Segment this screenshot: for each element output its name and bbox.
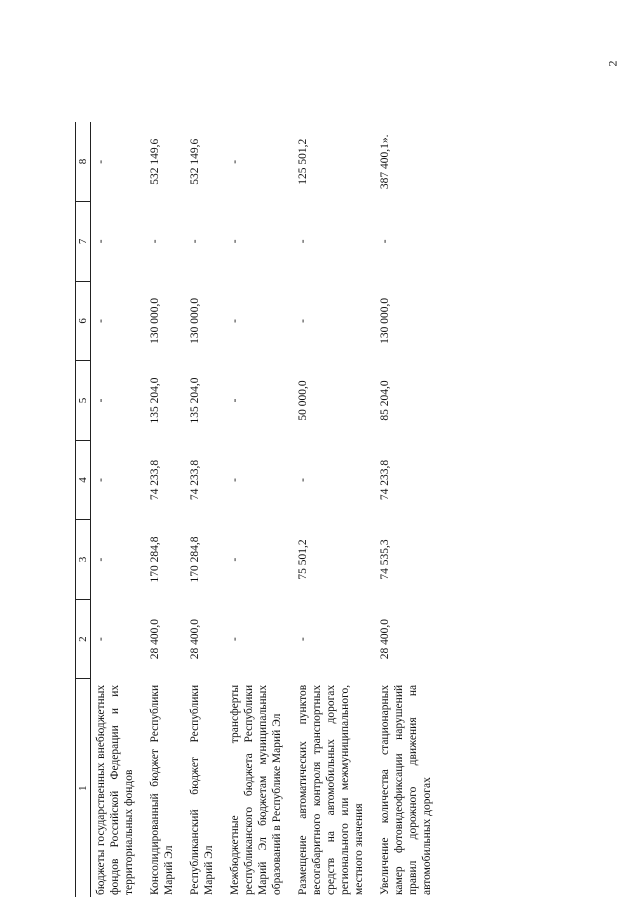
cell: 130 000,0 (189, 297, 201, 344)
cell: 74 233,8 (149, 459, 161, 501)
table-row (91, 122, 146, 897)
budget-table (75, 122, 443, 897)
row-label: бюджеты государственных внебюджетных фондов Российской Федерации и их территориальных фондов (95, 684, 135, 895)
header-cell: 2 (76, 599, 91, 679)
rotated-table-wrapper (75, 122, 500, 897)
table-row (375, 122, 443, 897)
cell: - (229, 637, 241, 642)
cell: - (297, 318, 309, 323)
table-row (225, 122, 293, 897)
cell: - (95, 557, 107, 562)
cell: 28 400,0 (379, 618, 391, 660)
cell: - (95, 159, 107, 164)
row-label: Размещение автоматических пунктов весогабаритного контроля транспортных средств на автомобильных дорогах регионального или межмуниципального, местного значения (297, 684, 365, 895)
table-row (185, 122, 225, 897)
row-label: Республиканский бюджет Республики Марий Эл (189, 684, 215, 895)
cell: 28 400,0 (149, 618, 161, 660)
header-cell: 7 (76, 202, 91, 282)
cell: 50 000,0 (297, 380, 309, 421)
cell: - (229, 557, 241, 562)
cell: - (229, 239, 241, 244)
cell: - (95, 318, 107, 323)
cell: - (95, 478, 107, 482)
row-label: Увеличение количества стационарных камер фотовидеофиксации нарушений правил дорожного движения на автомобильных дорогах (379, 684, 433, 895)
cell: 125 501,2 (297, 138, 309, 185)
cell: 130 000,0 (149, 297, 161, 344)
header-cell: 8 (76, 122, 91, 202)
cell: - (297, 239, 309, 244)
cell: 135 204,0 (189, 377, 201, 424)
cell: - (189, 239, 201, 244)
header-cell: 5 (76, 361, 91, 441)
cell: 532 149,6 (149, 138, 161, 185)
cell: 135 204,0 (149, 377, 161, 424)
header-cell: 1 (76, 679, 91, 897)
cell: - (229, 398, 241, 403)
cell: 74 233,8 (189, 459, 201, 501)
cell: - (229, 159, 241, 164)
cell: 28 400,0 (189, 618, 201, 660)
cell: 130 000,0 (379, 297, 391, 344)
header-cell: 6 (76, 281, 91, 361)
header-row (76, 122, 91, 897)
cell: 387 400,1». (379, 134, 391, 190)
cell: 74 233,8 (379, 459, 391, 501)
cell: - (379, 239, 391, 244)
page-number: 2 (605, 60, 620, 67)
row-label: Консолидированный бюджет Республики Марий Эл (149, 684, 175, 895)
table-row (293, 122, 375, 897)
cell: - (95, 398, 107, 403)
cell: - (95, 637, 107, 642)
cell: 170 284,8 (149, 536, 161, 583)
cell: - (297, 637, 309, 642)
header-cell: 4 (76, 440, 91, 520)
cell: 75 501,2 (297, 539, 309, 580)
row-label: Межбюджетные трансферты республиканского бюджета Республики Марий Эл бюджетам муниципальных образований в Республике Марий Эл (229, 684, 283, 895)
table-row (145, 122, 185, 897)
cell: 85 204,0 (379, 380, 391, 421)
cell: 532 149,6 (189, 138, 201, 185)
cell: - (149, 239, 161, 244)
cell: 74 535,3 (379, 539, 391, 580)
header-cell: 3 (76, 520, 91, 600)
cell: - (229, 318, 241, 323)
cell: - (95, 239, 107, 244)
cell: - (297, 478, 309, 482)
cell: 170 284,8 (189, 536, 201, 583)
cell: - (229, 478, 241, 482)
